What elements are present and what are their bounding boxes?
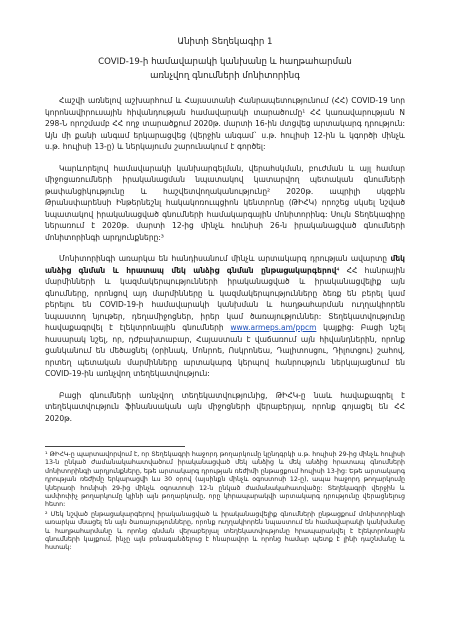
paragraph-2: Կարևորելով համավարակի կանխարգելման, վերահսկման, բուժման և այլ համար միջոցառումների իրականացման նպատակով կատարվող պետական գնումների թափանցիկությունը և հաշվետվողականությունը² 2020թ. ապրիլի սկզբին Թրանսփարենսի Ինթերնեշնլ հակակոռուպցիոն կենտրոնը (ԹԻՀԿ) որոշեց սկսել նշված նպատակով իրականացված գնումների համակարգային մոնիտորինգ: Սույն Տեղեկագիրը ներառում է 2020թ. մարտի 12-ից մինչև հունիսի 26-ն իրականացված գնումների մոնիտորինգի արդյունքները:³	[45, 163, 405, 242]
paragraph-3-text-d: կայքից: Բացի նշել հասարակ նշել, որ, դժբախտաբար, Հայաստան ​​է վաճառում այն հիվանդներին, որոնք ցանկանում են մեծացնել (օրինակ, Մոնրոե, Ոսկրոնեա, Դալիտոսցու, Դիլոտցու) շահով, որտեղ պետական մարմինները արտակարգ կերպով հանրություն ներկայացնում են COVID-19-ին առնչվող տեղեկատվություն:	[45, 323, 406, 378]
paragraph-1: Հաշվի առնելով աշխարհում և Հայաստանի Հանրապետությունում (ՀՀ) COVID-19 նոր կորոնավիրուսային հիվանդության համավարակի տարածումը¹ ՀՀ կառավարության N 298-Ն որոշմամբ ՀՀ ողջ տարածքում 2020թ. մարտի 16-ին մտցվեց արտակարգ դրություն: Այն մի քանի անգամ երկարացվեց (վերջին անգամ` ս.թ. հուլիսի 12-ին և կգործի մինչև ս.թ. հուլիսի 13-ը) և ներկայումս շարունակում է գործել:	[45, 96, 405, 151]
armeps-link[interactable]: www.armeps.am/ppcm	[230, 323, 317, 332]
paragraph-3-text-c: ⁴ ՀՀ հանրային մարմինների և կազմակերպությունների իրականացված և իրականացվելիք այն գնումները, որոնցով այդ մարմինները և կազմակերպությունները ձեռք են բերել կամ բերելու են COVID-19-ի համավարակի կանխման և հաղթահարման ուղղակիորեն նպաստող նյութեր, դեղամիջոցներ, իրեր կամ ծառայություններ: Տեղեկատվությունը հավաքագրվել է էլեկտրոնային գնումների	[45, 265, 405, 332]
paragraph-4: Բացի գնումների առնչվող տեղեկատվությունից, ԹԻՀԿ-ը նաև հավաքագրել է տեղեկատվություն ֆինանսական այն միջոցների վերաբերյալ, որոնք գոյացել են ՀՀ 2020թ.	[45, 390, 405, 423]
paragraph-3	[45, 253, 405, 380]
document-title: Անիտի Տեղեկագիր 1	[177, 37, 273, 47]
footnote-divider	[45, 446, 185, 447]
paragraph-3-text-a: Մոնիտորինգի առարկա են հանդիսանում մինչև արտակարգ դրության ավարտը	[59, 254, 391, 263]
footnote-1: ¹ ԹԻՀԿ-ը պարտավորվում է, որ Տեղեկագրի հաջորդ թողարկումը կընդգրկի ս.թ. հուլիսի 29-ից մինչև հուլիսի 13-ն ընկած ժամանակահատվածում իրականացված մեկ անձից և մեկ անձից հրատապ գնումների մոնիտորինգի արդյունքները, եթե արտակարգ դրության ռեժիմի ընթացքում հուլիսի 13-ից: Եթե արտակարգ դրության ռեժիմը երկարացվի ևս 30 օրով (այսինքն մինչև օգոստոսի 12-ը), ապա հաջորդ թողարկումը կներառի հունիսի 29-ից մինչև օգոստոսի 12-ն ընկած ժամանակահատվածը: Տեղեկագրի վերջին և ամփոփիչ թողարկումը կլինի այն թողարկումը, որը կհրապարակվի արտակարգ դրությունը վերացնելուց հետո:	[45, 451, 405, 509]
paragraph-3-bold-text: մեկ անձից գնման և հրատապ մեկ անձից գնման ընթացակարգերով	[45, 254, 405, 275]
document-subtitle-line-1: COVID-19-ի համավարակի կանխանը և հաղթահարման	[98, 57, 352, 67]
footnote-2: ² Մեկ նշված ընթացակարգերով իրականացված և իրականացվելիք գնումների ընթացքում մոնիտորինգի առարկա մնացել են այն ծառայությունները, որոնք ուղղակիորեն նպաստում են համավարակի կանխմանը և հաղթահարմանը և որոնց գնման վերաբերյալ տեղեկատվությունը հրապարակվել է էլեկտրոնային գնումների կայքում, ինչը այն բռնագանձելուց է հնարավոր և որոնց համար պետք է լինի դաշնմանը և հստակ:	[45, 510, 405, 552]
document-header	[45, 36, 405, 83]
document-subtitle-line-2: առնչվող գնումների մոնիտորինգ	[150, 71, 300, 81]
